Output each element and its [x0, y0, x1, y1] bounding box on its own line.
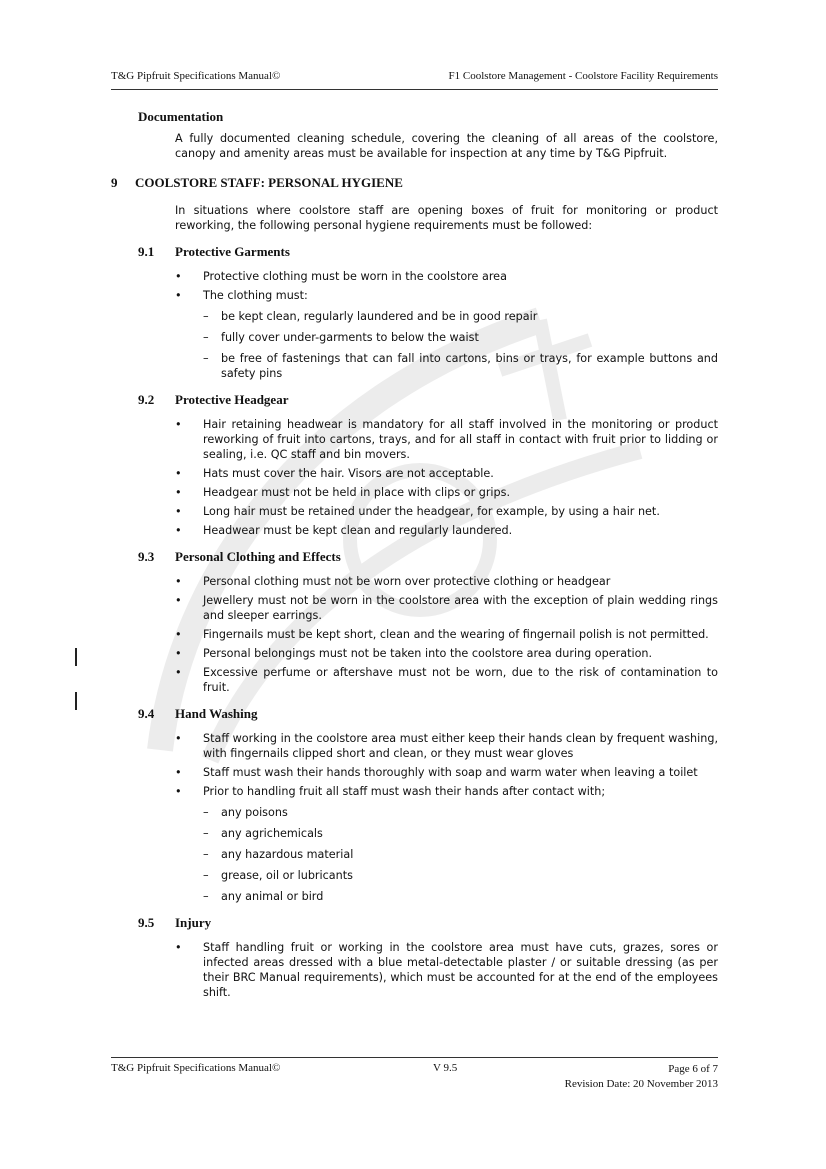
section-number: 9.3	[138, 549, 155, 564]
list-item: • Staff working in the coolstore area must either keep their hands clean by frequent washing, with fingernails clipped short and clean, or they must wear gloves	[175, 732, 718, 760]
section-9-4-heading	[138, 706, 718, 722]
section-number: 9.4	[138, 706, 155, 721]
section-9-2-heading	[138, 392, 718, 408]
documentation-heading: Documentation	[138, 109, 224, 124]
list-item: • Long hair must be retained under the headgear, for example, by using a hair net.	[175, 505, 660, 518]
section-title: Injury	[175, 915, 212, 930]
sub-list-item: – any hazardous material	[203, 848, 354, 861]
section-number: 9	[111, 175, 118, 190]
section-9-heading	[111, 175, 718, 191]
page-number: Page 6 of 7	[668, 1063, 718, 1075]
section-title: Protective Garments	[175, 244, 290, 259]
sub-list-item: – be kept clean, regularly laundered and be in good repair	[203, 310, 538, 323]
revision-date: Revision Date: 20 November 2013	[564, 1078, 718, 1090]
list-item: • Excessive perfume or aftershave must not be worn, due to the risk of contamination to fruit.	[175, 666, 718, 694]
section-9-intro: In situations where coolstore staff are opening boxes of fruit for monitoring or product reworking, the following personal hygiene requirements must be followed:	[175, 204, 718, 232]
footer-right	[565, 1062, 718, 1092]
page-header	[111, 70, 718, 86]
list-item: • Protective clothing must be worn in the coolstore area	[175, 270, 507, 283]
list-item: • Staff must wash their hands thoroughly with soap and warm water when leaving a toilet	[175, 766, 698, 779]
footer-version: V 9.5	[433, 1062, 458, 1074]
list-item: • Prior to handling fruit all staff must wash their hands after contact with; – any poisons – any agrichemicals – any hazardous material – grease, oil or lubricants – any animal or bird	[175, 784, 718, 904]
section-number: 9.2	[138, 392, 155, 407]
footer-left: T&G Pipfruit Specifications Manual©	[111, 1062, 281, 1074]
bullet-list	[175, 940, 718, 1000]
header-right: F1 Coolstore Management - Coolstore Facility Requirements	[448, 70, 718, 82]
list-item: • Headwear must be kept clean and regularly laundered.	[175, 524, 513, 537]
section-title: COOLSTORE STAFF: PERSONAL HYGIENE	[135, 175, 403, 190]
list-item: • Hair retaining headwear is mandatory for all staff involved in the monitoring or product reworking of fruit into cartons, trays, and for all staff in contact with fruit prior to lidding or sealing, i.e. QC staff and bin movers.	[175, 418, 718, 461]
section-number: 9.5	[138, 915, 155, 930]
sub-list	[203, 309, 718, 381]
section-title: Personal Clothing and Effects	[175, 549, 341, 564]
footer-divider	[111, 1057, 718, 1058]
list-item: • Personal belongings must not be taken into the coolstore area during operation.	[175, 647, 653, 660]
list-item: • Hats must cover the hair. Visors are not acceptable.	[175, 467, 494, 480]
sub-list-item: – grease, oil or lubricants	[203, 869, 353, 882]
bullet-list	[175, 417, 718, 538]
list-item: • Fingernails must be kept short, clean and the wearing of fingernail polish is not permitted.	[175, 628, 709, 641]
change-bar	[75, 648, 77, 666]
section-number: 9.1	[138, 244, 155, 259]
list-item: • Personal clothing must not be worn over protective clothing or headgear	[175, 575, 611, 588]
bullet-list	[175, 731, 718, 904]
header-left: T&G Pipfruit Specifications Manual©	[111, 70, 281, 82]
sub-list-item: – any animal or bird	[203, 890, 324, 903]
section-9-1-heading	[138, 244, 718, 260]
sub-list	[203, 805, 718, 904]
sub-list-item: – any poisons	[203, 806, 288, 819]
list-item: • Jewellery must not be worn in the coolstore area with the exception of plain wedding rings and sleeper earrings.	[175, 594, 718, 622]
page-body	[111, 100, 718, 1004]
documentation-text: A fully documented cleaning schedule, covering the cleaning of all areas of the coolstore, canopy and amenity areas must be available for inspection at any time by T&G Pipfruit.	[175, 132, 718, 160]
sub-list-item: – fully cover under-garments to below the waist	[203, 331, 479, 344]
section-9-5-heading	[138, 915, 718, 931]
list-item: • Staff handling fruit or working in the coolstore area must have cuts, grazes, sores or infected areas dressed with a blue metal-detectable plaster / or suitable dressing (as per their BRC Manual requirements), which must be accounted for at the end of the employees shift.	[175, 941, 718, 999]
change-bar	[75, 692, 77, 710]
list-item: • Headgear must not be held in place with clips or grips.	[175, 486, 511, 499]
bullet-list	[175, 574, 718, 695]
section-9-3-heading	[138, 549, 718, 565]
sub-list-item: – any agrichemicals	[203, 827, 323, 840]
section-title: Hand Washing	[175, 706, 258, 721]
sub-list-item: – be free of fastenings that can fall into cartons, bins or trays, for example buttons and safety pins	[203, 352, 718, 380]
header-divider	[111, 89, 718, 90]
section-title: Protective Headgear	[175, 392, 289, 407]
bullet-list	[175, 269, 718, 381]
list-item: • The clothing must: – be kept clean, regularly laundered and be in good repair – fully cover under-garments to below the waist – be free of fastenings that can fall into cartons, bins or trays, for example buttons and safety pins	[175, 289, 718, 380]
